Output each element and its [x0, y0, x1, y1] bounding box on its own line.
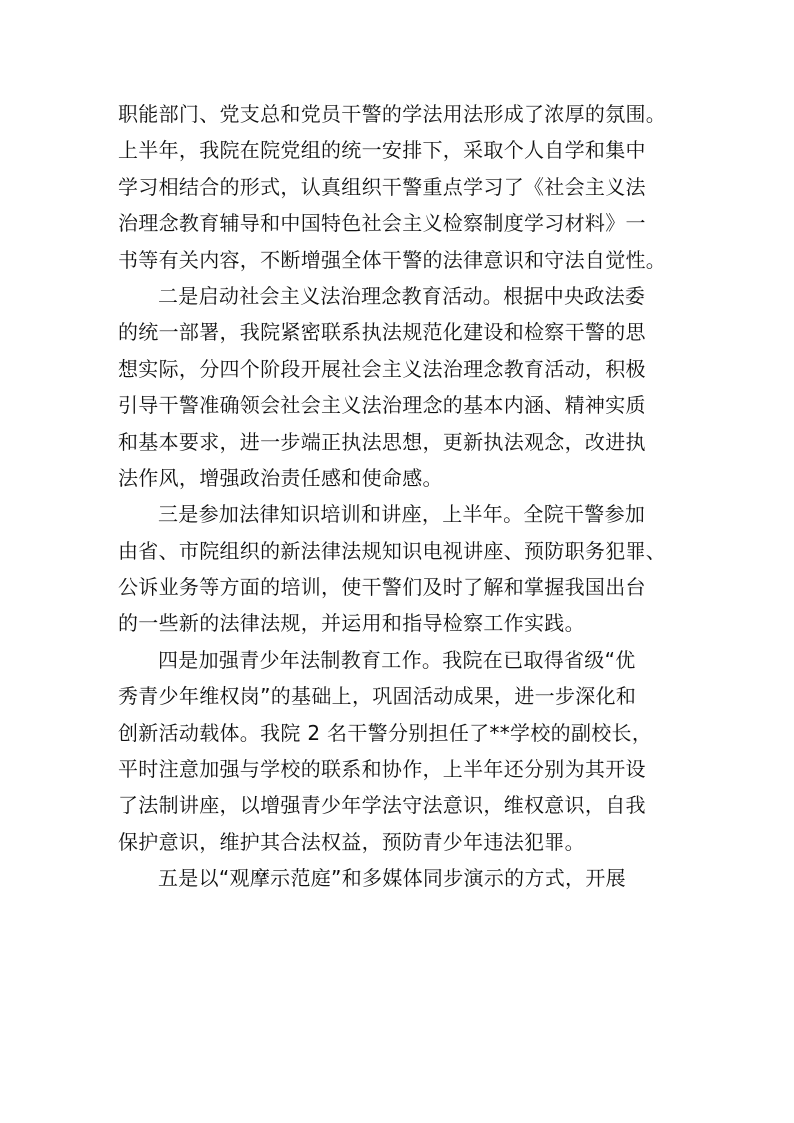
text-line: 由省、市院组织的新法律法规知识电视讲座、预防职务犯罪、 [118, 538, 667, 563]
text-line: 秀青少年维权岗”的基础上，巩固活动成果，进一步深化和 [118, 684, 637, 709]
text-line: 的统一部署，我院紧密联系执法规范化建设和检察干警的思 [118, 320, 646, 345]
paragraph-start-line: 三是参加法律知识培训和讲座，上半年。全院干警参加 [158, 502, 646, 527]
text-line: 创新活动载体。我院 2 名干警分别担任了**学校的副校长， [118, 720, 653, 745]
paragraph-start-line: 二是启动社会主义法治理念教育活动。根据中央政法委 [158, 283, 646, 308]
paragraph-start-line: 五是以“观摩示范庭”和多媒体同步演示的方式，开展 [158, 866, 626, 891]
text-line: 了法制讲座，以增强青少年学法守法意识，维权意识，自我 [118, 793, 646, 818]
paragraph-start-line: 四是加强青少年法制教育工作。我院在已取得省级“优 [158, 647, 636, 672]
text-line: 上半年，我院在院党组的统一安排下，采取个人自学和集中 [118, 138, 646, 163]
text-line: 书等有关内容，不断增强全体干警的法律意识和守法自觉性。 [118, 247, 667, 272]
text-line: 引导干警准确领会社会主义法治理念的基本内涵、精神实质 [118, 393, 646, 418]
text-line: 的一些新的法律法规，并运用和指导检察工作实践。 [118, 611, 585, 636]
text-line: 想实际，分四个阶段开展社会主义法治理念教育活动，积极 [118, 356, 646, 381]
text-line: 平时注意加强与学校的联系和协作，上半年还分别为其开设 [118, 757, 646, 782]
text-line: 学习相结合的形式，认真组织干警重点学习了《社会主义法 [118, 174, 646, 199]
text-line: 法作风，增强政治责任感和使命感。 [118, 465, 443, 490]
text-line: 职能部门、党支总和党员干警的学法用法形成了浓厚的氛围。 [118, 102, 667, 126]
text-line: 公诉业务等方面的培训，使干警们及时了解和掌握我国出台 [118, 575, 646, 600]
text-line: 保护意识，维护其合法权益，预防青少年违法犯罪。 [118, 829, 585, 854]
text-line: 治理念教育辅导和中国特色社会主义检察制度学习材料》一 [118, 211, 646, 236]
body-text [118, 96, 688, 897]
text-line: 和基本要求，进一步端正执法思想，更新执法观念，改进执 [118, 429, 646, 454]
